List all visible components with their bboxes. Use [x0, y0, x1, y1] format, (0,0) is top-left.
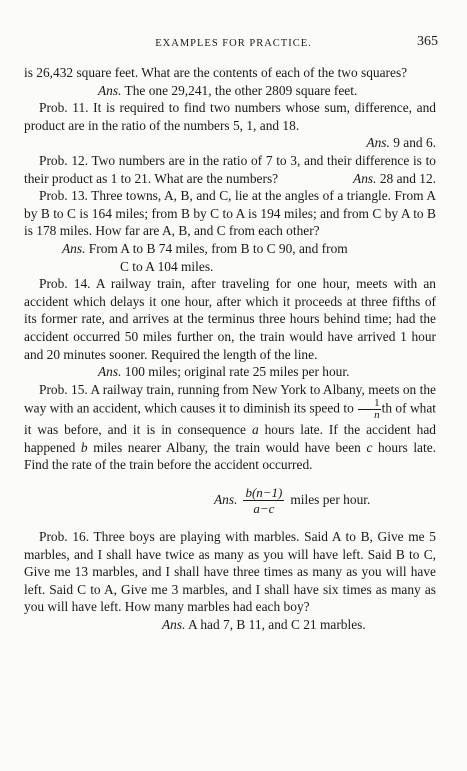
problem-16: Prob. 16. Three boys are playing with marbles. Said A to B, Give me 5 marbles, and I shall have twice as many as you will have left. Said B to C, Give me 13 marbles, and I shall have three times as many as you will have left. Said C to A, Give me 3 marbles, and I shall have six times as many as you will have left. How many marbles had each boy? [24, 529, 436, 615]
problem-11: Prob. 11. It is required to find two numbers whose sum, difference, and product are in the ratio of the numbers 5, 1, and 18. [24, 100, 436, 133]
intro-paragraph: is 26,432 square feet. What are the contents of each of the two squares? [24, 65, 408, 80]
fraction-denominator: n [374, 409, 380, 422]
variable-c: c [366, 439, 373, 455]
running-title: EXAMPLES FOR PRACTICE. [155, 38, 312, 49]
answer-text: 100 miles; original rate 25 miles per hour. [124, 364, 350, 380]
problem-12-text: Prob. 12. Two numbers are in the ratio of 7 to 3, and their difference is to their product as 1 to 21. What are the numbers? [24, 152, 436, 186]
problem-12 [24, 152, 436, 187]
variable-a: a [251, 422, 259, 438]
problem-15-text-d: miles nearer Albany, the train would have been [93, 439, 361, 455]
problem-15-text-c: hours late. If the accident had happened [24, 422, 436, 455]
answer-fraction [243, 485, 284, 516]
problem-12-answer [338, 170, 436, 188]
problem-15 [24, 381, 436, 474]
answer-label: Ans. [353, 170, 377, 186]
fraction-numerator: 1 [358, 398, 381, 410]
answer-unit: miles per hour. [290, 492, 371, 508]
answer-text: 28 and 12. [379, 170, 436, 186]
problem-15-text-b: th of what it was before, and it is in consequence [24, 400, 436, 438]
problem-11-answer [24, 134, 436, 152]
problem-15-text-e: hours late. Find the rate of the train before the accident occurred. [24, 439, 436, 473]
problem-16-answer [24, 616, 436, 634]
problem-14-answer [24, 363, 436, 381]
problem-14: Prob. 14. A railway train, after traveling for one hour, meets with an accident which delays it one hour, after which it proceeds at three fifths of its former rate, and arrives at the terminus three hours behind time; had the accident occurred 50 miles further on, the train would have arrived 1 hour and 20 minutes sooner. Required the length of the line. [24, 276, 436, 362]
answer-label: Ans. [62, 240, 86, 256]
running-header [0, 34, 467, 54]
page-body [24, 64, 436, 634]
problem-13-answer [24, 240, 436, 258]
problem-15-text-a: Prob. 15. A railway train, running from New York to Albany, meets on the way with an accident, which causes it to diminish its speed to [24, 381, 436, 416]
fraction-one-over-n [358, 398, 381, 421]
answer-text: 9 and 6. [393, 135, 436, 151]
answer-text: The one 29,241, the other 2809 square feet. [124, 82, 358, 98]
answer-numerator: b(n−1) [245, 484, 283, 500]
answer-label: Ans. [214, 492, 238, 508]
answer-label: Ans. [98, 364, 122, 380]
answer-label: Ans. [366, 135, 390, 151]
problem-15-answer [24, 480, 436, 520]
answer-label: Ans. [162, 617, 186, 633]
problem-13: Prob. 13. Three towns, A, B, and C, lie at the angles of a triangle. From A by B to C is 164 miles; from B by C to A is 194 miles; and from C by A to B is 178 miles. How far are A, B, and C from each other? [24, 188, 436, 239]
intro-answer [24, 82, 436, 100]
answer-denominator: a−c [253, 500, 275, 516]
answer-text: A had 7, B 11, and C 21 marbles. [188, 617, 366, 633]
answer-text: From A to B 74 miles, from B to C 90, and from [88, 240, 348, 256]
problem-13-answer-cont: C to A 104 miles. [120, 258, 214, 274]
variable-b: b [80, 439, 88, 455]
answer-label: Ans. [98, 82, 122, 98]
page-number: 365 [417, 34, 438, 49]
